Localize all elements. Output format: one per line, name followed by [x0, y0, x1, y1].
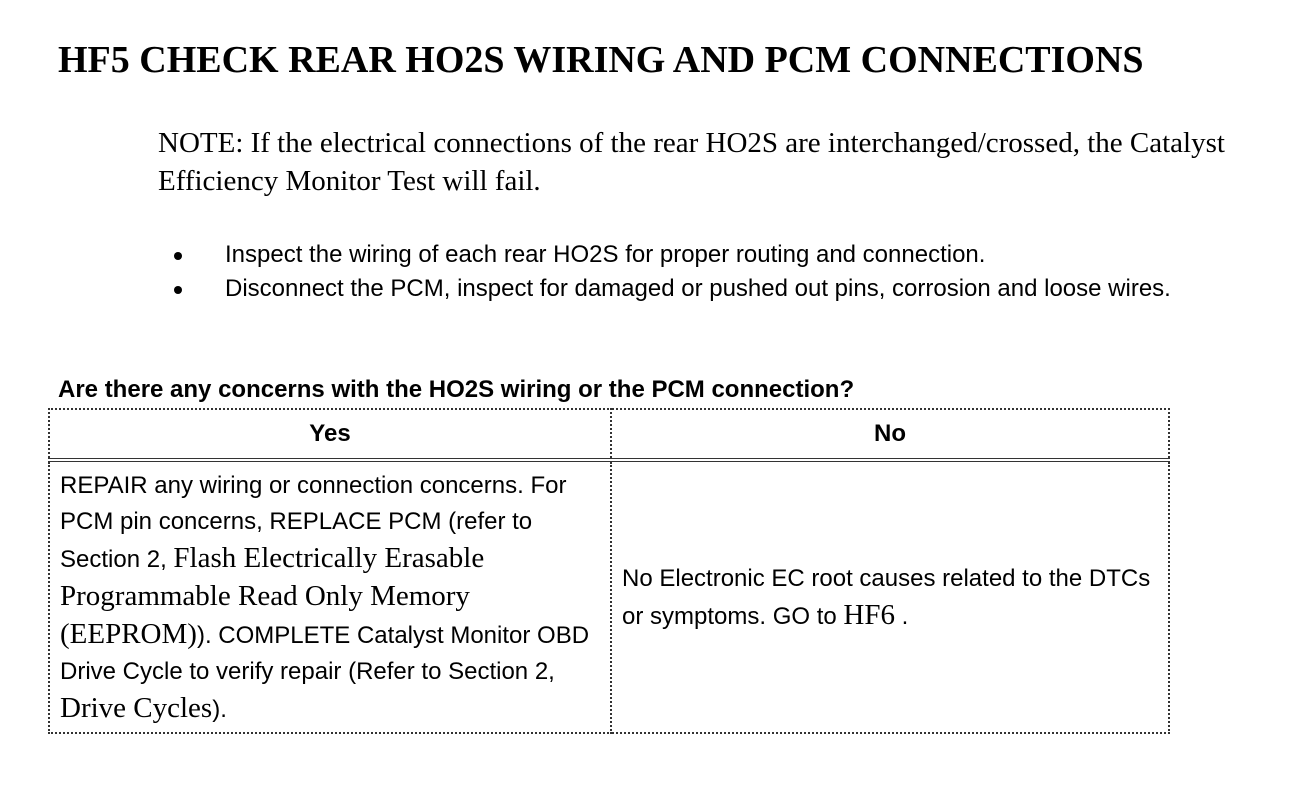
yes-action-cell — [49, 460, 611, 733]
bullet-icon — [174, 252, 182, 260]
no-action-cell — [611, 460, 1169, 733]
hf6-link[interactable]: HF6 — [843, 599, 895, 631]
list-item-text: Inspect the wiring of each rear HO2S for proper routing and connection. — [225, 241, 986, 268]
note-text: NOTE: If the electrical connections of the rear HO2S are interchanged/crossed, the Catalyst Efficiency Monitor Test will fail. — [158, 127, 1225, 197]
list-item — [170, 238, 1260, 272]
table-header-row — [49, 409, 1169, 460]
list-item — [170, 272, 1260, 306]
eeprom-link[interactable]: Flash Electrically Erasable Programmable Read Only Memory (EEPROM) — [60, 542, 485, 650]
table-row — [49, 460, 1169, 733]
header-no: No — [611, 409, 1169, 460]
yes-action-text: ). — [212, 696, 227, 723]
no-action-text: . — [894, 603, 909, 630]
question-text: Are there any concerns with the HO2S wiring or the PCM connection? — [58, 376, 855, 403]
bullet-icon — [174, 286, 182, 294]
answer-table — [48, 408, 1170, 734]
no-action-text: No Electronic EC root causes related to the DTCs or symptoms. GO to — [622, 565, 1151, 630]
list-item-text: Disconnect the PCM, inspect for damaged or pushed out pins, corrosion and loose wires. — [225, 275, 1171, 302]
drive-cycles-link[interactable]: Drive Cycles — [60, 692, 213, 724]
yes-action-text: ). COMPLETE Catalyst Monitor OBD Drive Cycle to verify repair (Refer to Section 2, — [60, 622, 590, 685]
page-title: HF5 CHECK REAR HO2S WIRING AND PCM CONNECTIONS — [58, 39, 1144, 81]
header-yes: Yes — [49, 409, 611, 460]
yes-action-text: REPAIR any wiring or connection concerns. For PCM pin concerns, REPLACE PCM (refer to Section 2, — [60, 472, 567, 573]
instruction-list — [170, 238, 1260, 306]
